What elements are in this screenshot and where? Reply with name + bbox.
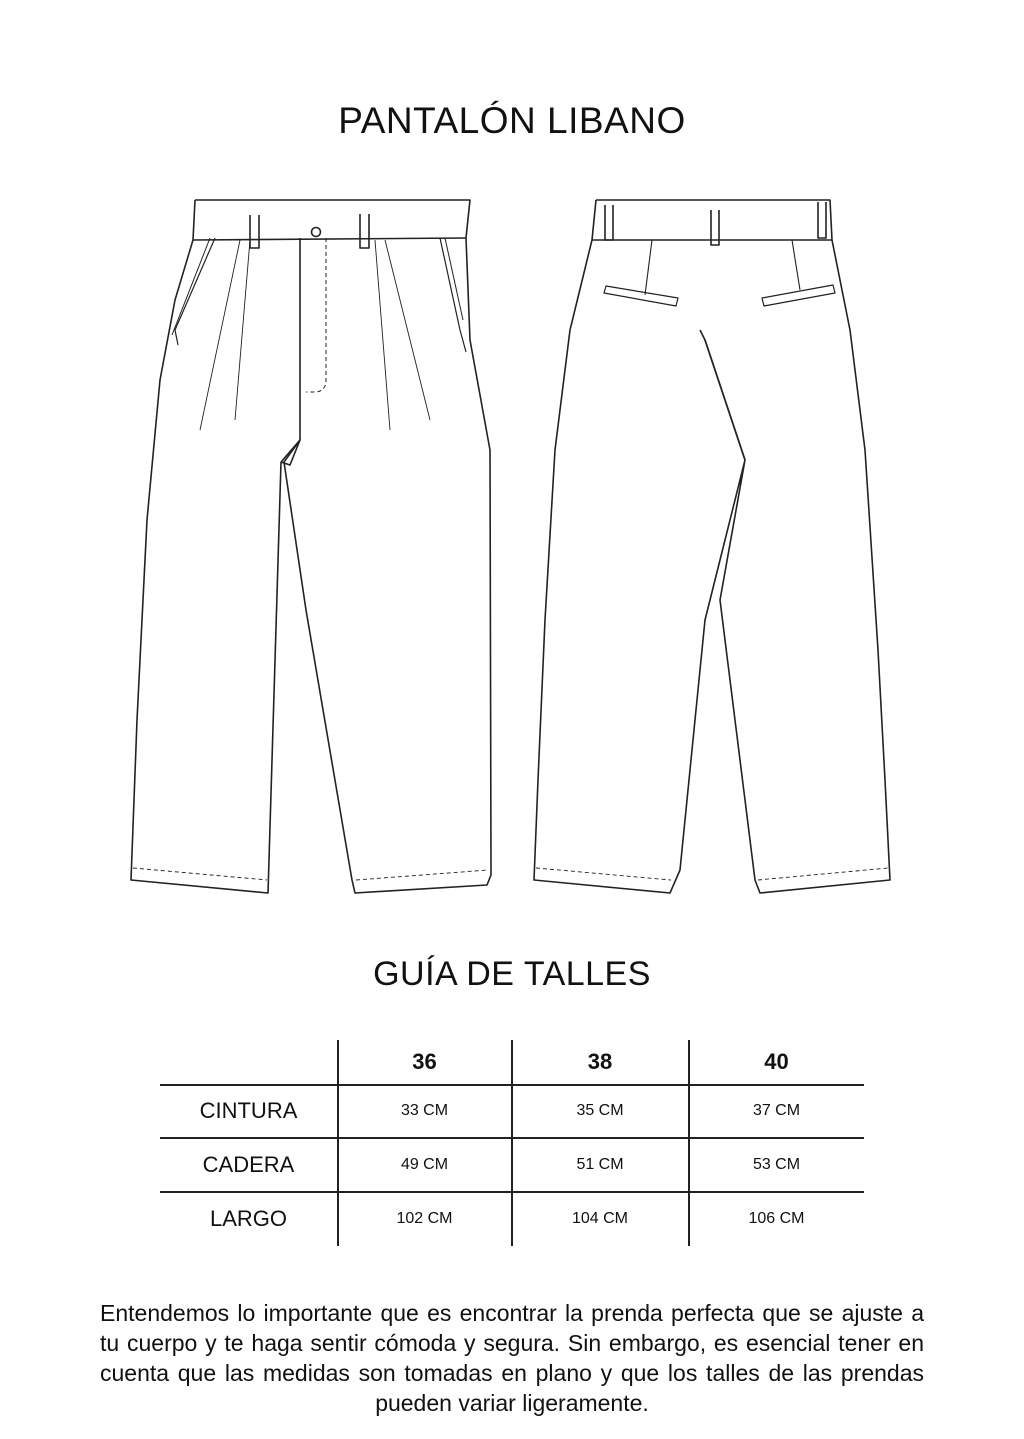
- row-label: CINTURA: [199, 1098, 298, 1123]
- technical-drawings: [0, 180, 1024, 910]
- size-header: 40: [764, 1049, 789, 1074]
- table-cell: 37 CM: [752, 1102, 801, 1119]
- row-label: CADERA: [202, 1151, 295, 1177]
- table-cell: 104 CM: [571, 1210, 629, 1227]
- sizing-note: Entendemos lo importante que es encontrar la prenda perfecta que se ajuste a tu cuerpo y te haga sentir cómoda y segura. Sin embargo, es esencial tener en cuenta que las medidas son tomadas en plano y que los talles de las prendas pueden variar ligeramente.: [100, 1300, 924, 1416]
- front-view-illustration: [131, 200, 491, 893]
- table-cell: 102 CM: [396, 1210, 453, 1227]
- page-title: PANTALÓN LIBANO: [338, 100, 686, 141]
- back-view-illustration: [534, 200, 890, 893]
- table-cell: 106 CM: [748, 1210, 805, 1227]
- row-label: LARGO: [209, 1206, 288, 1231]
- table-cell: 35 CM: [576, 1102, 624, 1119]
- size-header: 36: [412, 1049, 437, 1074]
- size-header: 38: [587, 1049, 613, 1074]
- table-cell: 33 CM: [400, 1102, 449, 1119]
- table-cell: 53 CM: [752, 1155, 801, 1173]
- table-cell: 51 CM: [576, 1155, 624, 1173]
- table-cell: 49 CM: [400, 1155, 449, 1173]
- size-guide-title: GUÍA DE TALLES: [373, 955, 651, 993]
- size-table: [160, 1040, 864, 1246]
